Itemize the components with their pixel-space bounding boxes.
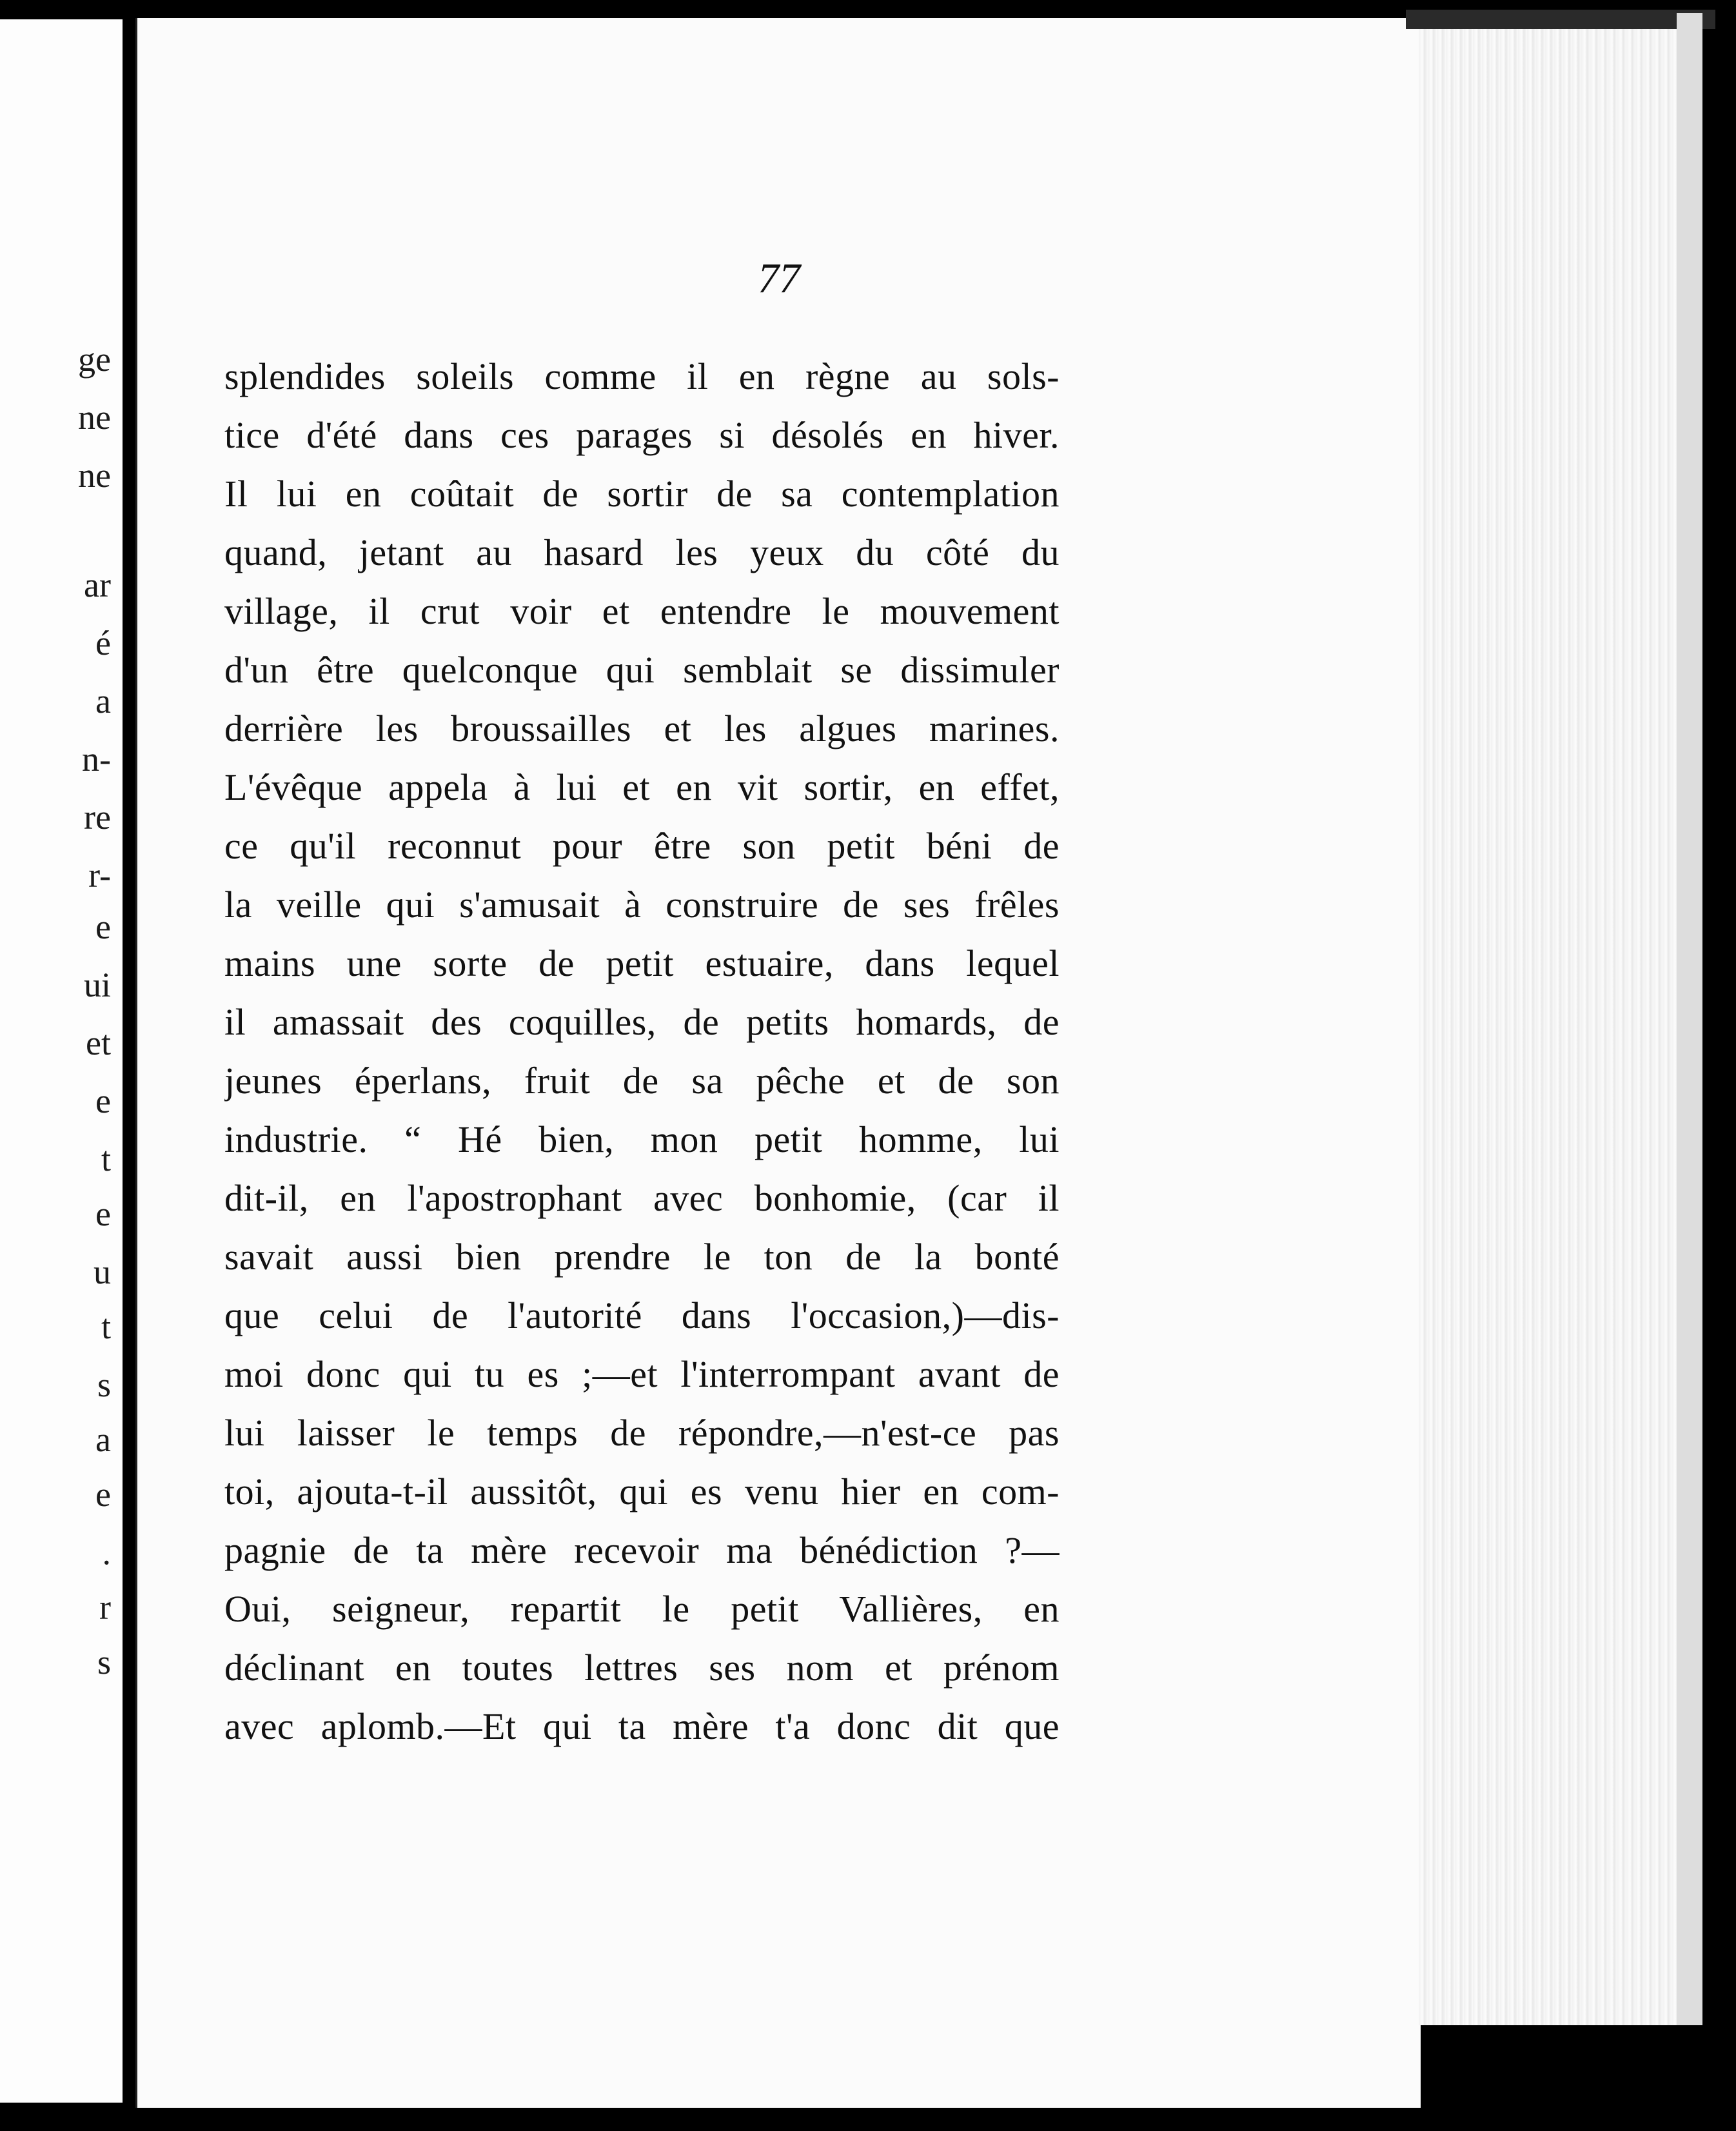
facing-page-text-fragment: ar: [84, 566, 111, 604]
facing-page-text-fragment: e: [95, 907, 111, 946]
text-line: il amassait des coquilles, de petits homards, de: [224, 1001, 1060, 1043]
text-line: ce qu'il reconnut pour être son petit béni de: [224, 825, 1060, 867]
facing-page-text-fragment: e: [95, 1082, 111, 1120]
facing-page-text-fragment: n-: [82, 740, 111, 778]
facing-page-text-fragment: e: [95, 1194, 111, 1233]
facing-page-text-fragment: s: [97, 1643, 111, 1681]
facing-page-text-fragment: a: [95, 682, 111, 720]
facing-page-text-fragment: s: [97, 1365, 111, 1404]
book-right-edge: [1677, 13, 1702, 2025]
text-line: d'un être quelconque qui semblait se dissimuler: [224, 649, 1060, 691]
page-number: 77: [758, 255, 800, 302]
text-line: déclinant en toutes lettres ses nom et prénom: [224, 1647, 1060, 1689]
facing-page-text-fragment: re: [84, 798, 111, 837]
text-line: quand, jetant au hasard les yeux du côté du: [224, 531, 1060, 573]
text-line: village, il crut voir et entendre le mouvement: [224, 590, 1060, 632]
facing-page-fragment: [0, 19, 123, 2103]
text-line: Il lui en coûtait de sortir de sa contemplation: [224, 473, 1060, 515]
text-line: moi donc qui tu es ;—et l'interrompant avant de: [224, 1353, 1060, 1395]
book-page: [135, 18, 1421, 2108]
text-line: jeunes éperlans, fruit de sa pêche et de son: [224, 1060, 1060, 1102]
page-edges: [1419, 13, 1702, 2025]
facing-page-text-fragment: ge: [78, 340, 111, 379]
text-line: pagnie de ta mère recevoir ma bénédiction ?—: [224, 1529, 1060, 1571]
facing-page-text-fragment: r: [99, 1588, 111, 1627]
facing-page-text-fragment: a: [95, 1420, 111, 1459]
text-line: splendides soleils comme il en règne au sols-: [224, 355, 1060, 397]
text-line: L'évêque appela à lui et en vit sortir, en effet,: [224, 766, 1060, 808]
text-line: dit-il, en l'apostrophant avec bonhomie, (car il: [224, 1177, 1060, 1219]
text-line: tice d'été dans ces parages si désolés en hiver.: [224, 414, 1060, 456]
text-line: derrière les broussailles et les algues marines.: [224, 708, 1060, 749]
text-line: Oui, seigneur, repartit le petit Vallières, en: [224, 1588, 1060, 1630]
facing-page-text-fragment: e: [95, 1475, 111, 1514]
facing-page-text-fragment: et: [86, 1024, 111, 1062]
facing-page-text-fragment: t: [101, 1140, 111, 1178]
text-line: mains une sorte de petit estuaire, dans lequel: [224, 942, 1060, 984]
facing-page-text-fragment: r-: [88, 856, 111, 895]
page-text: [224, 347, 1060, 1756]
facing-page-text-fragment: u: [94, 1253, 111, 1291]
facing-page-text-fragment: ne: [78, 456, 111, 495]
facing-page-text-fragment: ne: [78, 398, 111, 437]
facing-page-text-fragment: .: [102, 1533, 111, 1572]
book-top-edge: [1406, 10, 1715, 29]
text-line: toi, ajouta-t-il aussitôt, qui es venu hier en com-: [224, 1471, 1060, 1512]
text-line: avec aplomb.—Et qui ta mère t'a donc dit que: [224, 1705, 1060, 1747]
text-line: industrie. “ Hé bien, mon petit homme, lui: [224, 1118, 1060, 1160]
facing-page-text-fragment: ui: [83, 966, 111, 1004]
text-line: lui laisser le temps de répondre,—n'est-ce pas: [224, 1412, 1060, 1454]
facing-page-text-fragment: t: [101, 1307, 111, 1346]
text-line: la veille qui s'amusait à construire de ses frêles: [224, 884, 1060, 926]
text-line: savait aussi bien prendre le ton de la bonté: [224, 1236, 1060, 1278]
text-line: que celui de l'autorité dans l'occasion,)—dis-: [224, 1294, 1060, 1336]
facing-page-text-fragment: é: [95, 624, 111, 662]
